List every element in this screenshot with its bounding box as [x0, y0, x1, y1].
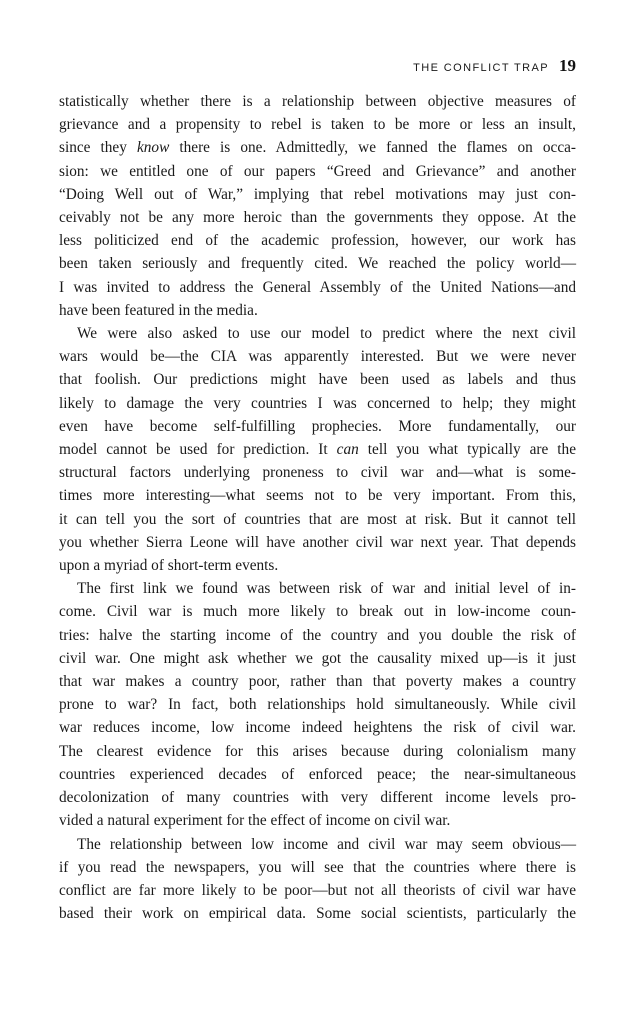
running-title: THE CONFLICT TRAP: [413, 62, 549, 74]
text-line: The clearest evidence for this arises because during colonialism many: [59, 742, 576, 760]
emphasis: can: [336, 441, 359, 459]
text-line: model cannot be used for prediction. It can tell you what typically are the: [59, 441, 576, 459]
text-line: less politicized end of the academic profession, however, our work has: [59, 232, 576, 250]
text-line: been taken seriously and frequently cited. We reached the policy world—: [59, 255, 576, 273]
page-number: 19: [559, 56, 576, 75]
text-line: countries experienced decades of enforced peace; the near-simultaneous: [59, 765, 576, 783]
text-line: prone to war? In fact, both relationships hold simultaneously. While civil: [59, 696, 576, 714]
text-line: structural factors underlying proneness to civil war and—what is some-: [59, 464, 576, 482]
text-line: it can tell you the sort of countries that are most at risk. But it cannot tell: [59, 510, 576, 528]
text-line: if you read the newspapers, you will see that the countries where there is: [59, 858, 576, 876]
paragraph: [59, 577, 576, 832]
text-line: since they know there is one. Admittedly, we fanned the flames on occa-: [59, 139, 576, 157]
body-text: [59, 90, 576, 925]
text-line: I was invited to address the General Assembly of the United Nations—and: [59, 278, 576, 296]
text-line: that war makes a country poor, rather than that poverty makes a country: [59, 673, 576, 691]
text-line: wars would be—the CIA was apparently interested. But we were never: [59, 348, 576, 366]
text-line: come. Civil war is much more likely to break out in low-income coun-: [59, 603, 576, 621]
text-line: that foolish. Our predictions might have been used as labels and thus: [59, 371, 576, 389]
text-line: ceivably not be any more heroic than the governments they oppose. At the: [59, 209, 576, 227]
paragraph: [59, 90, 576, 322]
text-line: decolonization of many countries with very different income levels pro-: [59, 789, 576, 807]
text-line: conflict are far more likely to be poor—but not all theorists of civil war have: [59, 881, 576, 899]
text-line: We were also asked to use our model to predict where the next civil: [77, 325, 576, 343]
text-line: times more interesting—what seems not to be very important. From this,: [59, 487, 576, 505]
text-line: tries: halve the starting income of the country and you double the risk of: [59, 626, 576, 644]
text-line: The first link we found was between risk of war and initial level of in-: [77, 580, 576, 598]
text-line: even have become self-fulfilling prophecies. More fundamentally, our: [59, 417, 576, 435]
text-line: based their work on empirical data. Some social scientists, particularly the: [59, 905, 576, 923]
text-line: vided a natural experiment for the effect of income on civil war.: [59, 812, 451, 830]
paragraph: [59, 322, 576, 577]
text-line: sion: we entitled one of our papers “Greed and Grievance” and another: [59, 162, 576, 180]
emphasis: know: [136, 139, 170, 157]
text-line: likely to damage the very countries I was concerned to help; they might: [59, 394, 576, 412]
text-line: statistically whether there is a relationship between objective measures of: [59, 93, 576, 110]
text-line: “Doing Well out of War,” implying that rebel motivations may just con-: [59, 185, 576, 203]
text-line: civil war. One might ask whether we got the causality mixed up—is it just: [59, 649, 576, 667]
text-line: The relationship between low income and civil war may seem obvious—: [77, 835, 576, 853]
running-head: [59, 56, 576, 76]
text-line: war reduces income, low income indeed heightens the risk of civil war.: [59, 719, 576, 737]
text-line: upon a myriad of short-term events.: [59, 557, 279, 575]
text-line: grievance and a propensity to rebel is taken to be more or less an insult,: [59, 116, 576, 134]
paragraph: [59, 833, 576, 926]
text-line: you whether Sierra Leone will have another civil war next year. That depends: [59, 533, 576, 551]
text-line: have been featured in the media.: [59, 301, 258, 319]
